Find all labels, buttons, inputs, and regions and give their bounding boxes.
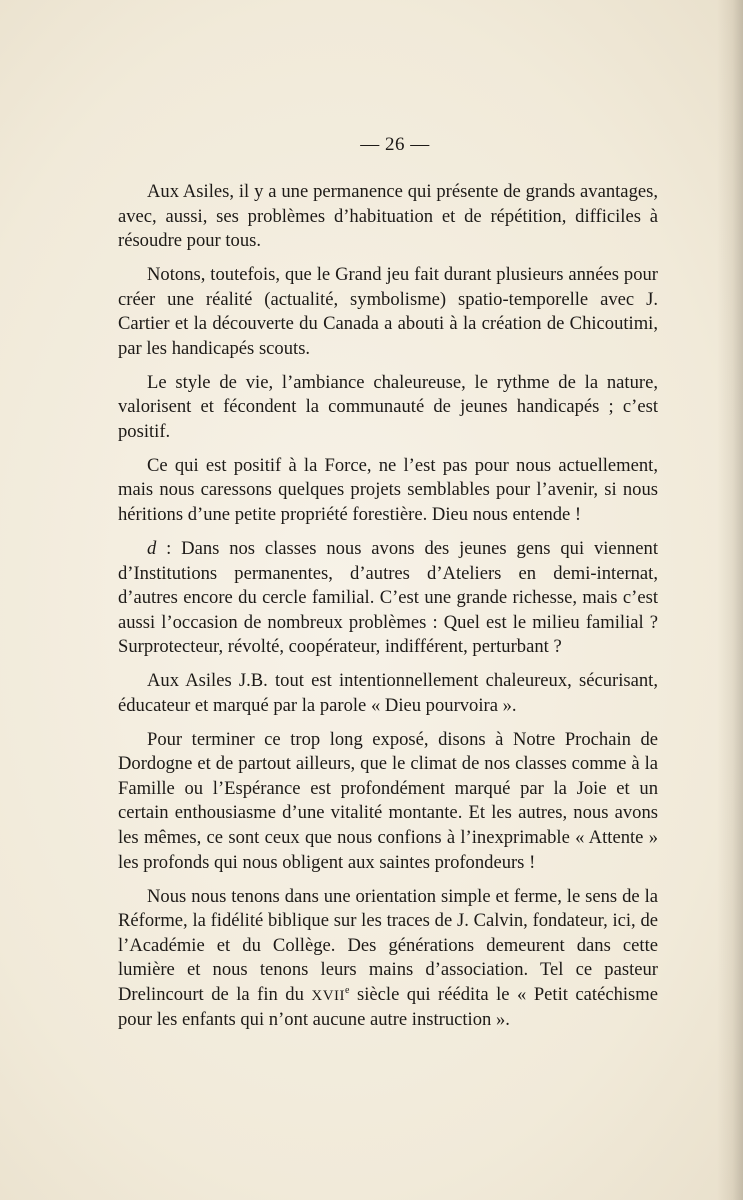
paragraph-8 — [118, 885, 658, 1034]
paragraph-7: Pour terminer ce trop long exposé, disons à Notre Prochain de Dordogne et de partout ailleurs, que le climat de nos classes comme à la Famille ou l’Espérance est profondément marqué par la Joie et un certain enthousiasme d’une vitalité montante. Et les autres, nous avons les mêmes, ce sont ceux que nous confions à l’inexprimable « Attente » les profonds qui nous obligent aux saintes profondeurs ! — [118, 728, 658, 873]
century-numeral: XVII — [311, 987, 346, 1004]
paragraph-5 — [118, 537, 658, 660]
paragraph-label-d: d — [147, 537, 157, 559]
page-edge-shadow — [717, 0, 743, 1200]
paragraph-1: Aux Asiles, il y a une permanence qui présente de grands avantages, avec, aussi, ses problèmes d’habituation et de répétition, difficiles à résoudre pour tous. — [118, 181, 658, 252]
paragraph-6: Aux Asiles J.B. tout est intentionnellement chaleureux, sécurisant, éducateur et marqué par la parole « Dieu pourvoira ». — [118, 670, 658, 716]
paragraph-5-text: Dans nos classes nous avons des jeunes gens qui viennent d’Institutions permanentes, d’autres d’Ateliers en demi-internat, d’autres encore du cercle familial. C’est une grande richesse, mais c’est aussi l’occasion de nombreux problèmes : Quel est le milieu familial ? Surprotecteur, révolté, coopérateur, indifférent, perturbant ? — [118, 537, 658, 658]
paragraph-label-separator: : — [156, 537, 182, 559]
paragraph-4: Ce qui est positif à la Force, ne l’est pas pour nous actuellement, mais nous caressons quelques projets semblables pour l’avenir, si nous héritions d’une petite propriété forestière. Dieu nous entende ! — [118, 454, 658, 526]
paragraph-8-text-start: Nous nous tenons dans une orientation simple et ferme, le sens de la Réforme, la fidélité biblique sur les traces de J. Calvin, fondateur, ici, de l’Académie et du Collège. Des générations demeurent dans cette lumière et nous tenons leurs mains d’association. Tel ce pasteur Drelincourt de la fin du — [118, 885, 658, 1005]
paragraph-8-text-end: siècle qui réédita le « Petit catéchisme pour les enfants qui n’ont aucune autre instruction ». — [118, 983, 658, 1031]
body-text — [118, 180, 658, 1042]
paragraph-3: Le style de vie, l’ambiance chaleureuse, le rythme de la nature, valorisent et fécondent la communauté de jeunes handicapés ; c’est positif. — [118, 371, 658, 442]
page-number: — 26 — — [360, 134, 430, 155]
paragraph-2: Notons, toutefois, que le Grand jeu fait durant plusieurs années pour créer une réalité (actualité, symbolisme) spatio-temporelle avec J. Cartier et la découverte du Canada a abouti à la création de Chicoutimi, par les handicapés scouts. — [118, 264, 658, 359]
century-suffix: e — [345, 984, 350, 996]
